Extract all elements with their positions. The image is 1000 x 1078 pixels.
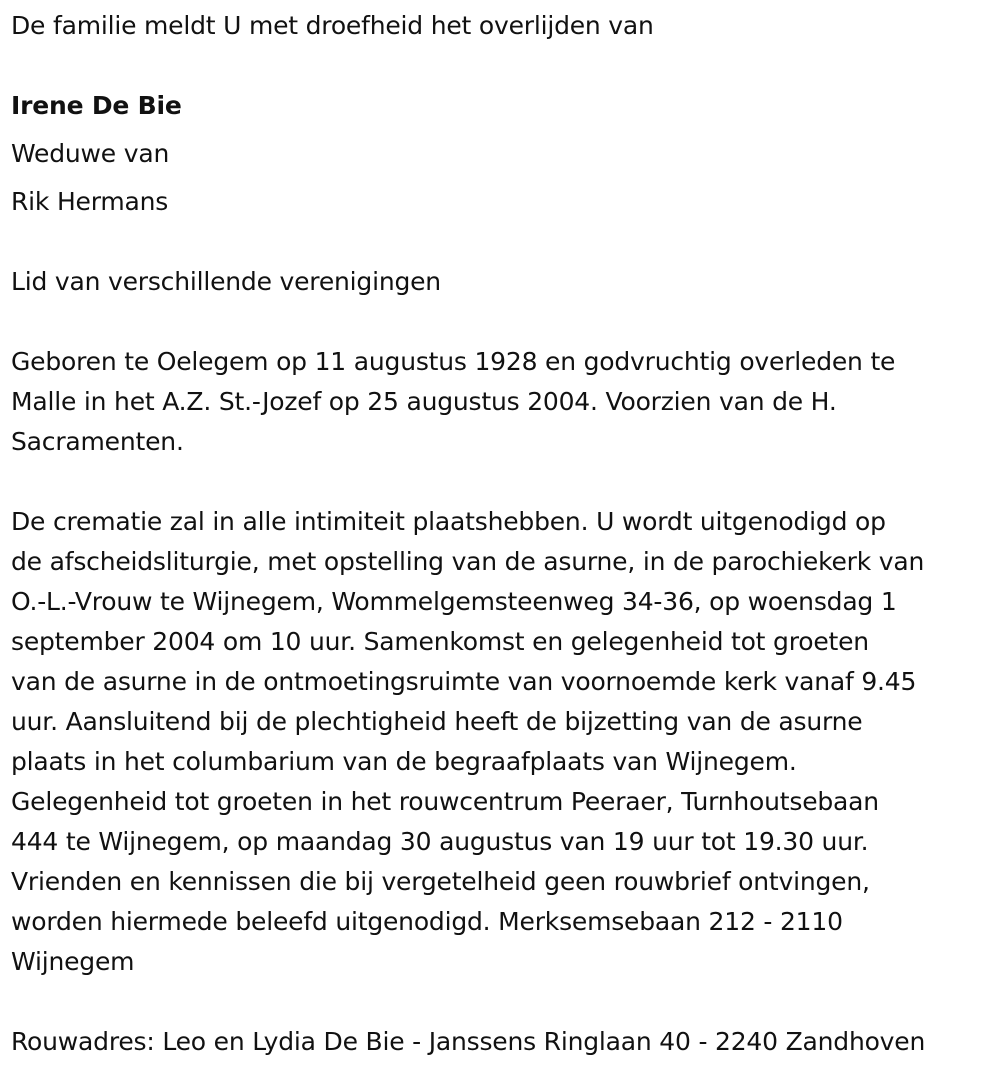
paragraph-line: O.-L.-Vrouw te Wijnegem, Wommelgemsteenweg 34-36, op woensdag 1 xyxy=(11,587,897,616)
paragraph-line: de afscheidsliturgie, met opstelling van de asurne, in de parochiekerk van xyxy=(11,547,925,576)
membership-text: Lid van verschillende verenigingen xyxy=(11,267,441,296)
spouse-name: Rik Hermans xyxy=(11,187,169,216)
paragraph-line: De crematie zal in alle intimiteit plaatshebben. U wordt uitgenodigd op xyxy=(11,507,886,536)
paragraph-line: Sacramenten. xyxy=(11,427,184,456)
mourning-address: Rouwadres: Leo en Lydia De Bie - Janssens Ringlaan 40 - 2240 Zandhoven xyxy=(11,1027,926,1056)
paragraph-line: Malle in het A.Z. St.-Jozef op 25 augustus 2004. Voorzien van de H. xyxy=(11,387,837,416)
paragraph-line: september 2004 om 10 uur. Samenkomst en gelegenheid tot groeten xyxy=(11,627,869,656)
intro-text: De familie meldt U met droefheid het overlijden van xyxy=(11,11,654,40)
paragraph-line: plaats in het columbarium van de begraafplaats van Wijnegem. xyxy=(11,747,797,776)
paragraph-line: Geboren te Oelegem op 11 augustus 1928 en godvruchtig overleden te xyxy=(11,347,896,376)
ceremony-paragraph xyxy=(11,502,924,982)
paragraph-line: 444 te Wijnegem, op maandag 30 augustus van 19 uur tot 19.30 uur. xyxy=(11,827,869,856)
paragraph-line: van de asurne in de ontmoetingsruimte van voornoemde kerk vanaf 9.45 xyxy=(11,667,917,696)
paragraph-line: Wijnegem xyxy=(11,947,135,976)
paragraph-line: worden hiermede beleefd uitgenodigd. Merksemsebaan 212 - 2110 xyxy=(11,907,843,936)
birth-death-paragraph xyxy=(11,342,895,462)
deceased-name: Irene De Bie xyxy=(11,91,182,120)
paragraph-line: Gelegenheid tot groeten in het rouwcentrum Peeraer, Turnhoutsebaan xyxy=(11,787,879,816)
widow-of-label: Weduwe van xyxy=(11,139,170,168)
paragraph-line: uur. Aansluitend bij de plechtigheid heeft de bijzetting van de asurne xyxy=(11,707,863,736)
paragraph-line: Vrienden en kennissen die bij vergetelheid geen rouwbrief ontvingen, xyxy=(11,867,870,896)
